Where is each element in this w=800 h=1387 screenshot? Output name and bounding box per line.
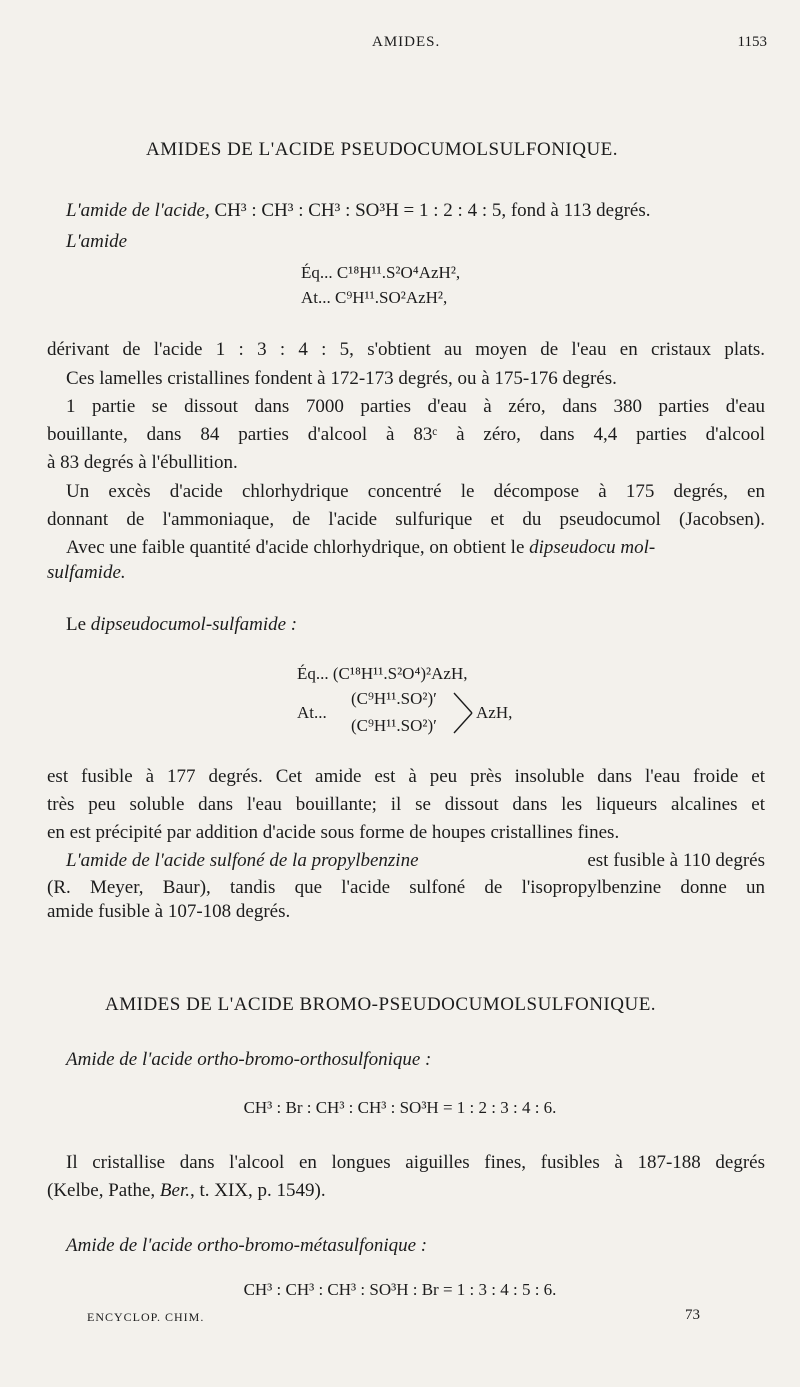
amide-line-1 [66,200,651,222]
para-2-line-1: 1 partie se dissout dans 7000 parties d'eau à zéro, dans 380 parties d'eau [66,396,765,417]
amide-line-1-italic: L'amide de l'acide, [66,200,210,221]
formula-3: CH³ : Br : CH³ : CH³ : SO³H = 1 : 2 : 3 : 4 : 6. [243,1098,557,1117]
para-4-line-1-italic: dipseudocu mol- [524,537,656,558]
para-2-line-2: bouillante, dans 84 parties d'alcool à 83ᶜ à zéro, dans 4,4 parties d'alcool [47,424,765,445]
subheading-1-italic: Amide de l'acide ortho-bromo-orthosulfonique : [66,1049,432,1070]
para-5-line-3: en est précipité par addition d'acide sous forme de houpes cristallines fines. [47,822,620,843]
para-7-line-2-italic: Ber. [159,1180,190,1201]
para-4-line-1 [66,537,655,559]
para-4-line-2-italic: sulfamide. [47,562,126,583]
para-5-line-2: très peu soluble dans l'eau bouillante; il se dissout dans les liqueurs alcalines et [47,794,765,815]
formula-at-2-bottom: (C⁹H¹¹.SO²)′ [351,716,437,735]
para-7-line-1: Il cristallise dans l'alcool en longues aiguilles fines, fusibles à 187-188 degrés [66,1152,765,1173]
formula-brace-icon [452,690,476,736]
section-title-1: AMIDES DE L'ACIDE PSEUDOCUMOLSULFONIQUE. [146,139,619,160]
para-7-line-2 [47,1180,326,1202]
running-title: AMIDES. [372,34,441,50]
amide-line-2 [66,231,127,253]
footer-sheet-number: 73 [685,1307,700,1323]
para-6-line-1 [66,850,765,872]
formula-4: CH³ : CH³ : CH³ : SO³H : Br = 1 : 3 : 4 : 5 : 6. [243,1280,557,1299]
formula-at-2-right: AzH, [476,703,513,722]
page-number: 1153 [737,34,767,50]
para-7-line-2-a: (Kelbe, Pathe, [47,1180,160,1201]
para-5-line-1: est fusible à 177 degrés. Cet amide est à peu près insoluble dans l'eau froide et [47,766,765,787]
para-1-line-2: Ces lamelles cristallines fondent à 172-173 degrés, ou à 175-176 degrés. [66,368,617,389]
section-title-2: AMIDES DE L'ACIDE BROMO-PSEUDOCUMOLSULFONIQUE. [105,994,657,1015]
formula-at-2-top: (C⁹H¹¹.SO²)′ [351,689,437,708]
para-3-line-2: donnant de l'ammoniaque, de l'acide sulfurique et du pseudocumol (Jacobsen). [47,509,765,530]
para-4-line-1-text: Avec une faible quantité d'acide chlorhydrique, on obtient le [66,537,525,558]
subheading-1 [66,1049,431,1071]
dipseudo-intro-text: Le [66,614,91,635]
amide-line-2-italic: L'amide [66,231,128,252]
amide-line-1-text: CH³ : CH³ : CH³ : SO³H = 1 : 2 : 4 : 5, fond à 113 degrés. [209,200,651,221]
para-4-line-2 [47,562,126,584]
formula-eq-1: Éq... C¹⁸H¹¹.S²O⁴AzH², [301,263,461,282]
footer-signature: ENCYCLOP. CHIM. [87,1310,205,1324]
para-6-line-3: amide fusible à 107-108 degrés. [47,901,291,922]
para-7-line-2-b: , t. XIX, p. 1549). [189,1180,326,1201]
para-2-line-3: à 83 degrés à l'ébullition. [47,452,238,473]
formula-at-2-label: At... [297,703,327,722]
para-6-line-2: (R. Meyer, Baur), tandis que l'acide sulfoné de l'isopropylbenzine donne un [47,877,765,898]
dipseudo-intro-italic: dipseudocumol-sulfamide : [90,614,298,635]
para-3-line-1: Un excès d'acide chlorhydrique concentré le décompose à 175 degrés, en [66,481,765,502]
dipseudo-intro [66,614,297,636]
formula-eq-2: Éq... (C¹⁸H¹¹.S²O⁴)²AzH, [297,664,468,683]
para-6-line-1-italic: L'amide de l'acide sulfoné de la propylbenzine [66,850,419,871]
subheading-2-italic: Amide de l'acide ortho-bromo-métasulfonique : [66,1235,428,1256]
para-1-line-1: dérivant de l'acide 1 : 3 : 4 : 5, s'obtient au moyen de l'eau en cristaux plats. [47,339,765,360]
formula-at-1: At... C⁹H¹¹.SO²AzH², [301,288,448,307]
para-6-line-1-text: est fusible à 110 degrés [587,850,765,871]
subheading-2 [66,1235,427,1257]
